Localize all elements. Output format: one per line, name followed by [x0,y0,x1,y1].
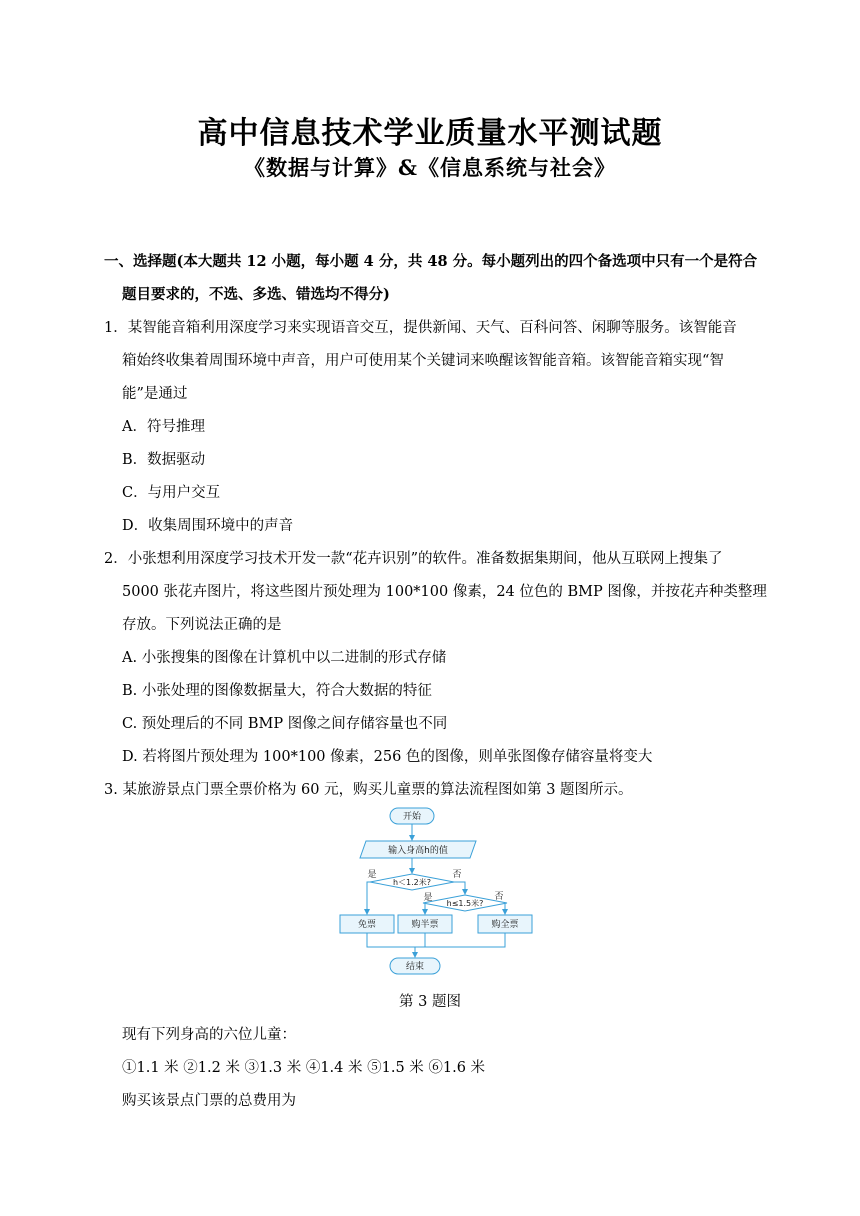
flowchart-end-label: 结束 [405,962,425,972]
question-2-option-c: C. 预处理后的不同 BMP 图像之间存储容量也不同 [122,716,448,732]
flowchart-no-label-2: 否 [494,892,504,902]
question-2-line-3: 存放。下列说法正确的是 [122,617,282,633]
flowchart-free-label: 免票 [357,920,377,930]
question-2-option-b: B. 小张处理的图像数据量大，符合大数据的特征 [122,683,432,699]
flowchart-no-label-1: 否 [452,870,462,880]
question-3-line-2: 现有下列身高的六位儿童： [122,1027,296,1043]
section-heading-line-1: 一、选择题(本大题共 12 小题，每小题 4 分，共 48 分。每小题列出的四个备选项中只有一个是符合 [104,253,758,270]
flowchart-condition-2-label: h≤1.5米? [446,899,484,908]
question-1-line-2: 箱始终收集着周围环境中声音，用户可使用某个关键词来唤醒该智能音箱。该智能音箱实现“智 [122,353,724,369]
flowchart-half-label: 购半票 [411,920,439,930]
question-2-option-d: D. 若将图片预处理为 100*100 像素，256 色的图像，则单张图像存储容量将变大 [122,749,653,765]
flowchart-start-label: 开始 [402,812,422,822]
question-1-option-b: B．数据驱动 [122,452,206,468]
question-3-line-1: 3. 某旅游景点门票全票价格为 60 元，购买儿童票的算法流程图如第 3 题图所示。 [104,782,633,798]
question-1-line-3: 能”是通过 [122,386,188,402]
question-1-option-c: C．与用户交互 [122,485,221,501]
document-subtitle: 《数据与计算》&《信息系统与社会》 [244,155,616,180]
question-3-line-4: 购买该景点门票的总费用为 [122,1093,296,1109]
flowchart-input-label: 输入身高h的值 [388,846,448,856]
question-3-heights-list: ①1.1 米 ②1.2 米 ③1.3 米 ④1.4 米 ⑤1.5 米 ⑥1.6 米 [122,1060,486,1076]
question-2-line-2: 5000 张花卉图片，将这些图片预处理为 100*100 像素，24 位色的 BMP 图像，并按花卉种类整理 [122,584,767,600]
flowchart-yes-label-1: 是 [367,870,377,880]
question-1-option-a: A．符号推理 [122,419,205,435]
flowchart-full-label: 购全票 [491,920,519,930]
question-1-line-1: 1．某智能音箱利用深度学习来实现语音交互，提供新闻、天气、百科问答、闲聊等服务。该智能音 [104,320,737,336]
document-title: 高中信息技术学业质量水平测试题 [197,116,663,151]
flowchart-yes-label-2: 是 [423,893,433,903]
question-2-option-a: A. 小张搜集的图像在计算机中以二进制的形式存储 [122,650,447,666]
flowchart-diagram [330,802,540,980]
section-heading-line-2: 题目要求的，不选、多选、错选均不得分) [122,286,390,303]
figure-caption: 第 3 题图 [399,994,461,1010]
question-2-line-1: 2．小张想利用深度学习技术开发一款“花卉识别”的软件。准备数据集期间，他从互联网上搜集了 [104,551,723,567]
question-1-option-d: D．收集周围环境中的声音 [122,518,294,534]
flowchart-condition-1-label: h＜1.2米? [392,878,432,887]
